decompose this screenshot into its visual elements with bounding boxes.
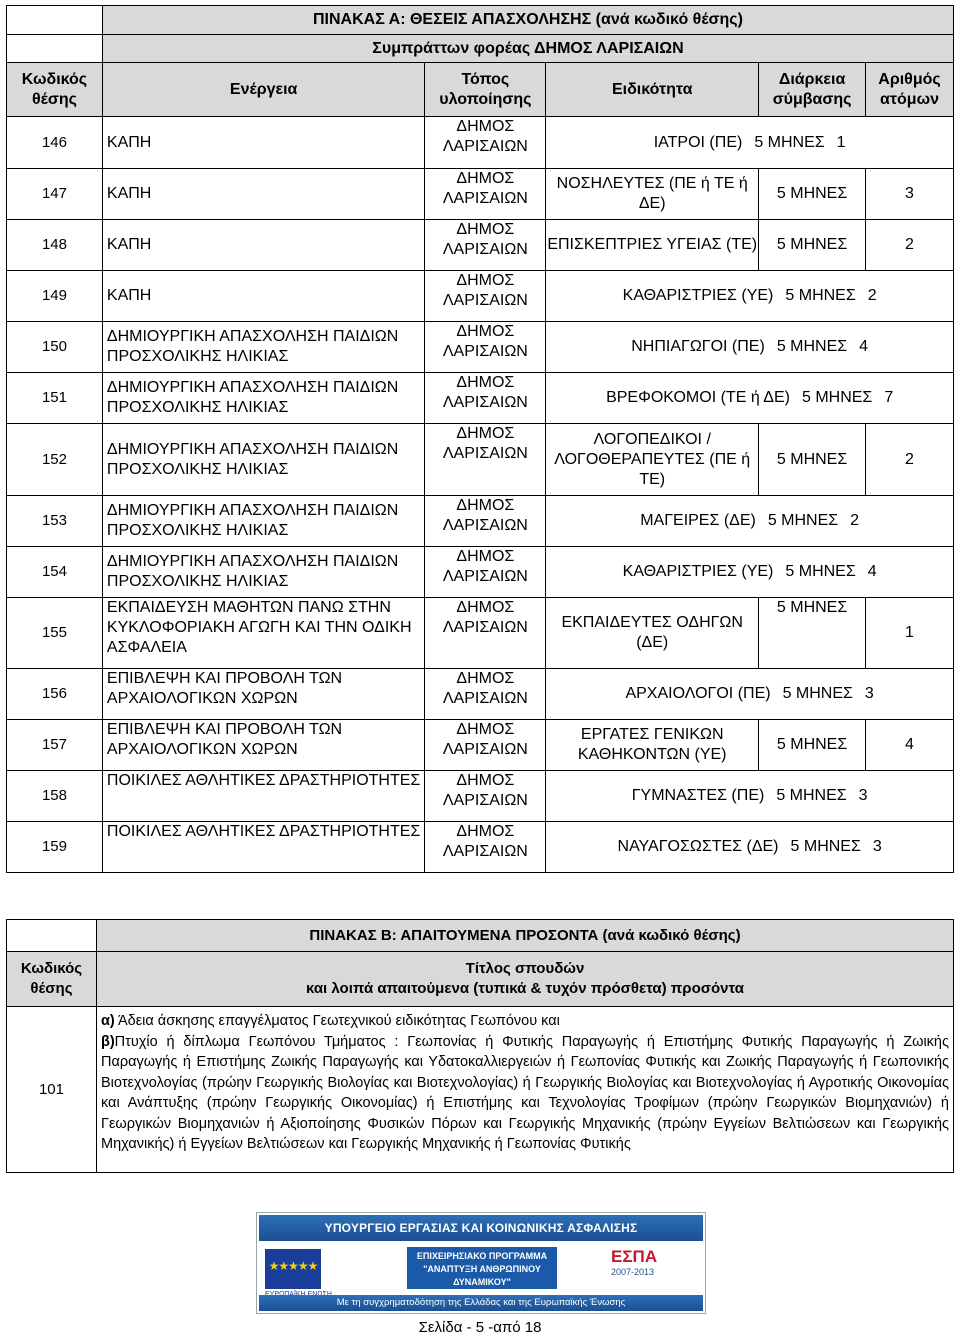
cell-duration: 5 ΜΗΝΕΣ <box>776 338 848 355</box>
cell-specialty: ΛΟΓΟΠΕΔΙΚΟΙ / ΛΟΓΟΘΕΡΑΠΕΥΤΕΣ (ΠΕ ή ΤΕ) <box>546 424 759 496</box>
espa-logo <box>611 1247 691 1291</box>
cell-specialty: ΚΑΘΑΡΙΣΤΡΙΕΣ (ΥΕ) <box>622 563 774 580</box>
cell-specialty-duration-count <box>546 771 954 822</box>
cell-count: 1 <box>836 133 846 151</box>
col-header-location: Τόπος υλοποίησης <box>425 63 546 117</box>
requirement-a-label: α) <box>100 1013 115 1029</box>
table-row <box>7 220 954 271</box>
cell-specialty: ΙΑΤΡΟΙ (ΠΕ) <box>653 133 743 151</box>
cell-count: 2 <box>866 424 954 496</box>
requirement-a-text: Άδεια άσκησης επαγγέλματος Γεωτεχνικού ειδικότητας Γεωπόνου και <box>114 1013 560 1029</box>
table-row <box>7 271 954 322</box>
cell-count: 4 <box>867 563 877 580</box>
cell-action: ΔΗΜΙΟΥΡΓΙΚΗ ΑΠΑΣΧΟΛΗΣΗ ΠΑΙΔΙΩΝ ΠΡΟΣΧΟΛΙΚΗΣ ΗΛΙΚΙΑΣ <box>102 496 424 547</box>
cell-specialty-duration-count <box>546 373 954 424</box>
table-b-row-requirements <box>96 1007 953 1173</box>
cell-count: 4 <box>866 720 954 771</box>
cell-code: 147 <box>7 169 103 220</box>
cell-count: 2 <box>850 512 860 529</box>
cell-code: 153 <box>7 496 103 547</box>
ministry-strip: ΥΠΟΥΡΓΕΙΟ ΕΡΓΑΣΙΑΣ ΚΑΙ ΚΟΙΝΩΝΙΚΗΣ ΑΣΦΑΛΙΣΗΣ <box>259 1215 703 1241</box>
program-logo: ΕΠΙΧΕΙΡΗΣΙΑΚΟ ΠΡΟΓΡΑΜΜΑ "ΑΝΑΠΤΥΞΗ ΑΝΘΡΩΠΙΝΟΥ ΔΥΝΑΜΙΚΟΥ" <box>407 1247 557 1289</box>
cell-specialty: ΕΡΓΑΤΕΣ ΓΕΝΙΚΩΝ ΚΑΘΗΚΟΝΤΩΝ (ΥΕ) <box>546 720 759 771</box>
cell-location: ΔΗΜΟΣ ΛΑΡΙΣΑΙΩΝ <box>425 322 546 373</box>
table-row <box>7 496 954 547</box>
col-header-duration: Διάρκεια σύμβασης <box>759 63 866 117</box>
cell-specialty-duration-count <box>546 117 954 169</box>
eu-flag-icon: ★★★★★ <box>265 1249 321 1289</box>
cell-specialty-duration-count <box>546 547 954 598</box>
cell-duration: 5 ΜΗΝΕΣ <box>759 720 866 771</box>
espa-logo-text: ΕΣΠΑ <box>611 1247 658 1266</box>
cell-location: ΔΗΜΟΣ ΛΑΡΙΣΑΙΩΝ <box>425 271 546 322</box>
cell-location: ΔΗΜΟΣ ΛΑΡΙΣΑΙΩΝ <box>425 496 546 547</box>
cell-count: 2 <box>866 220 954 271</box>
cell-location: ΔΗΜΟΣ ΛΑΡΙΣΑΙΩΝ <box>425 598 546 669</box>
cell-location: ΔΗΜΟΣ ΛΑΡΙΣΑΙΩΝ <box>425 547 546 598</box>
cell-action: ΕΠΙΒΛΕΨΗ ΚΑΙ ΠΡΟΒΟΛΗ ΤΩΝ ΑΡΧΑΙΟΛΟΓΙΚΩΝ ΧΩΡΩΝ <box>102 720 424 771</box>
requirement-b-label: β) <box>100 1033 115 1050</box>
cell-specialty-duration-count <box>546 822 954 873</box>
table-row <box>7 373 954 424</box>
table-a <box>6 5 954 873</box>
table-b-header-title-line1: Τίτλος σπουδών <box>465 960 585 977</box>
cell-code: 151 <box>7 373 103 424</box>
cell-action: ΚΑΠΗ <box>102 117 424 169</box>
cell-duration: 5 ΜΗΝΕΣ <box>759 220 866 271</box>
table-row <box>7 169 954 220</box>
cell-location: ΔΗΜΟΣ ΛΑΡΙΣΑΙΩΝ <box>425 720 546 771</box>
cell-code: 158 <box>7 771 103 822</box>
table-b <box>6 919 954 1173</box>
col-header-specialty: Ειδικότητα <box>546 63 759 117</box>
cell-action: ΕΠΙΒΛΕΨΗ ΚΑΙ ΠΡΟΒΟΛΗ ΤΩΝ ΑΡΧΑΙΟΛΟΓΙΚΩΝ ΧΩΡΩΝ <box>102 669 424 720</box>
cell-action: ΔΗΜΙΟΥΡΓΙΚΗ ΑΠΑΣΧΟΛΗΣΗ ΠΑΙΔΙΩΝ ΠΡΟΣΧΟΛΙΚΗΣ ΗΛΙΚΙΑΣ <box>102 424 424 496</box>
cell-code: 148 <box>7 220 103 271</box>
cell-duration: 5 ΜΗΝΕΣ <box>754 133 825 151</box>
cell-count: 7 <box>884 389 894 406</box>
cell-specialty-duration-count <box>546 322 954 373</box>
table-a-corner-2 <box>7 35 103 63</box>
cell-specialty: ΕΚΠΑΙΔΕΥΤΕΣ ΟΔΗΓΩΝ (ΔΕ) <box>546 598 759 669</box>
cell-code: 146 <box>7 117 103 169</box>
table-a-subtitle: Συμπράττων φορέας ΔΗΜΟΣ ΛΑΡΙΣΑΙΩΝ <box>102 35 953 63</box>
table-row <box>7 424 954 496</box>
requirement-b <box>101 1032 949 1155</box>
cell-code: 157 <box>7 720 103 771</box>
cell-duration: 5 ΜΗΝΕΣ <box>785 287 856 304</box>
table-b-corner <box>7 920 97 952</box>
cell-count: 4 <box>859 338 869 355</box>
cell-duration: 5 ΜΗΝΕΣ <box>767 512 839 529</box>
cell-duration: 5 ΜΗΝΕΣ <box>759 598 866 669</box>
espa-years: 2007-2013 <box>611 1267 655 1277</box>
cell-location: ΔΗΜΟΣ ΛΑΡΙΣΑΙΩΝ <box>425 220 546 271</box>
requirement-b-text: Πτυχίο ή δίπλωμα Γεωπόνου Τμήματος : Γεωπονίας ή Φυτικής Παραγωγής ή Επιστήμης Φυτικής Παραγωγής ή Ζωικής Παραγωγής ή Επιστήμης Ζωικής Παραγωγής και Υδατοκαλλιεργειών ή Γεωπονίας Φυτικής και Ζωικής Παραγωγής ή Γεωπονικής Βιοτεχνολογίας (πρώην Γεωργικής Βιολογίας και Βιοτεχνολογίας) ή Γεωργικής Βιολογίας και Βιοτεχνολογίας ή Αγροτικής Οικονομίας και Ανάπτυξης (πρώην Γεωργικής Οικονομίας) ή Επιστήμης και Τεχνολογίας Τροφίμων (πρώην Γεωργικών Βιομηχανιών) ή Γεωργικών Βιομηχανιών ή Αξιοποίησης Φυσικών Πόρων και Γεωργικής Μηχανικής (πρώην Εγγείων Βελτιώσεων και Γεωργικής Μηχανικής) ή Εγγείων Βελτιώσεων και Γεωργικής Μηχανικής ή Γεωπονίας Φυτικής <box>100 1033 949 1152</box>
cell-specialty: ΝΟΣΗΛΕΥΤΕΣ (ΠΕ ή ΤΕ ή ΔΕ) <box>546 169 759 220</box>
cell-specialty: ΒΡΕΦΟΚΟΜΟΙ (ΤΕ ή ΔΕ) <box>606 389 790 406</box>
cell-count: 3 <box>866 169 954 220</box>
cell-code: 155 <box>7 598 103 669</box>
table-b-header-title <box>96 952 953 1007</box>
cell-count: 3 <box>872 838 882 855</box>
col-header-action: Ενέργεια <box>102 63 424 117</box>
cell-location: ΔΗΜΟΣ ΛΑΡΙΣΑΙΩΝ <box>425 771 546 822</box>
cell-location: ΔΗΜΟΣ ΛΑΡΙΣΑΙΩΝ <box>425 117 546 169</box>
cell-code: 150 <box>7 322 103 373</box>
cell-count: 1 <box>866 598 954 669</box>
cell-count: 3 <box>864 685 874 702</box>
cell-duration: 5 ΜΗΝΕΣ <box>790 838 861 855</box>
page-number: Σελίδα - 5 -από 18 <box>418 1319 542 1336</box>
col-header-count: Αριθμός ατόμων <box>866 63 954 117</box>
cell-specialty-duration-count <box>546 496 954 547</box>
table-row <box>7 720 954 771</box>
cell-specialty-duration-count <box>546 271 954 322</box>
table-b-row-code: 101 <box>7 1007 97 1173</box>
cell-specialty: ΝΑΥΑΓΟΣΩΣΤΕΣ (ΔΕ) <box>617 838 779 855</box>
table-b-title: ΠΙΝΑΚΑΣ Β: ΑΠΑΙΤΟΥΜΕΝΑ ΠΡΟΣΟΝΤΑ (ανά κωδικό θέσης) <box>96 920 953 952</box>
cell-specialty: ΜΑΓΕΙΡΕΣ (ΔΕ) <box>640 512 756 529</box>
cell-count: 3 <box>858 787 868 804</box>
cell-action: ΔΗΜΙΟΥΡΓΙΚΗ ΑΠΑΣΧΟΛΗΣΗ ΠΑΙΔΙΩΝ ΠΡΟΣΧΟΛΙΚΗΣ ΗΛΙΚΙΑΣ <box>102 373 424 424</box>
table-row <box>7 547 954 598</box>
cell-specialty: ΑΡΧΑΙΟΛΟΓΟΙ (ΠΕ) <box>625 685 771 702</box>
cell-action: ΔΗΜΙΟΥΡΓΙΚΗ ΑΠΑΣΧΟΛΗΣΗ ΠΑΙΔΙΩΝ ΠΡΟΣΧΟΛΙΚΗΣ ΗΛΙΚΙΑΣ <box>102 547 424 598</box>
cell-duration: 5 ΜΗΝΕΣ <box>801 389 873 406</box>
cell-specialty: ΕΠΙΣΚΕΠΤΡΙΕΣ ΥΓΕΙΑΣ (ΤΕ) <box>546 220 759 271</box>
cell-location: ΔΗΜΟΣ ΛΑΡΙΣΑΙΩΝ <box>425 373 546 424</box>
cell-location: ΔΗΜΟΣ ΛΑΡΙΣΑΙΩΝ <box>425 669 546 720</box>
cell-location: ΔΗΜΟΣ ΛΑΡΙΣΑΙΩΝ <box>425 169 546 220</box>
table-row <box>7 771 954 822</box>
col-header-code: Κωδικός θέσης <box>7 63 103 117</box>
table-b-header-code <box>7 952 97 1007</box>
cell-code: 154 <box>7 547 103 598</box>
cell-duration: 5 ΜΗΝΕΣ <box>759 169 866 220</box>
table-row <box>7 322 954 373</box>
cell-specialty: ΝΗΠΙΑΓΩΓΟΙ (ΠΕ) <box>631 338 765 355</box>
cell-duration: 5 ΜΗΝΕΣ <box>759 424 866 496</box>
cell-action: ΠΟΙΚΙΛΕΣ ΑΘΛΗΤΙΚΕΣ ΔΡΑΣΤΗΡΙΟΤΗΤΕΣ <box>102 822 424 873</box>
cell-action: ΚΑΠΗ <box>102 169 424 220</box>
cell-location: ΔΗΜΟΣ ΛΑΡΙΣΑΙΩΝ <box>425 424 546 496</box>
cell-duration: 5 ΜΗΝΕΣ <box>782 685 853 702</box>
table-a-title: ΠΙΝΑΚΑΣ Α: ΘΕΣΕΙΣ ΑΠΑΣΧΟΛΗΣΗΣ (ανά κωδικό θέσης) <box>102 6 953 35</box>
program-banner <box>256 1212 706 1314</box>
cell-duration: 5 ΜΗΝΕΣ <box>776 787 847 804</box>
cell-action: ΚΑΠΗ <box>102 271 424 322</box>
cell-action: ΔΗΜΙΟΥΡΓΙΚΗ ΑΠΑΣΧΟΛΗΣΗ ΠΑΙΔΙΩΝ ΠΡΟΣΧΟΛΙΚΗΣ ΗΛΙΚΙΑΣ <box>102 322 424 373</box>
tagline-strip: Με τη συγχρηματοδότηση της Ελλάδας και της Ευρωπαϊκής Ένωσης <box>259 1295 703 1311</box>
table-b-header-code-text: Κωδικός θέσης <box>20 960 83 997</box>
cell-specialty: ΓΥΜΝΑΣΤΕΣ (ΠΕ) <box>631 787 765 804</box>
cell-specialty: ΚΑΘΑΡΙΣΤΡΙΕΣ (ΥΕ) <box>622 287 774 304</box>
cell-location: ΔΗΜΟΣ ΛΑΡΙΣΑΙΩΝ <box>425 822 546 873</box>
cell-code: 159 <box>7 822 103 873</box>
table-row <box>7 598 954 669</box>
table-a-corner <box>7 6 103 35</box>
cell-duration: 5 ΜΗΝΕΣ <box>785 563 856 580</box>
cell-count: 2 <box>867 287 877 304</box>
cell-code: 149 <box>7 271 103 322</box>
cell-action: ΠΟΙΚΙΛΕΣ ΑΘΛΗΤΙΚΕΣ ΔΡΑΣΤΗΡΙΟΤΗΤΕΣ <box>102 771 424 822</box>
cell-action: ΕΚΠΑΙΔΕΥΣΗ ΜΑΘΗΤΩΝ ΠΑΝΩ ΣΤΗΝ ΚΥΚΛΟΦΟΡΙΑΚΗ ΑΓΩΓΗ ΚΑΙ ΤΗΝ ΟΔΙΚΗ ΑΣΦΑΛΕΙΑ <box>102 598 424 669</box>
table-b-header-title-line2: και λοιπά απαιτούμενα (τυπικά & τυχόν πρόσθετα) προσόντα <box>305 980 744 997</box>
requirement-a <box>101 1011 949 1032</box>
cell-code: 152 <box>7 424 103 496</box>
table-row <box>7 117 954 169</box>
cell-specialty-duration-count <box>546 669 954 720</box>
cell-action: ΚΑΠΗ <box>102 220 424 271</box>
table-row <box>7 822 954 873</box>
cell-code: 156 <box>7 669 103 720</box>
table-row <box>7 669 954 720</box>
